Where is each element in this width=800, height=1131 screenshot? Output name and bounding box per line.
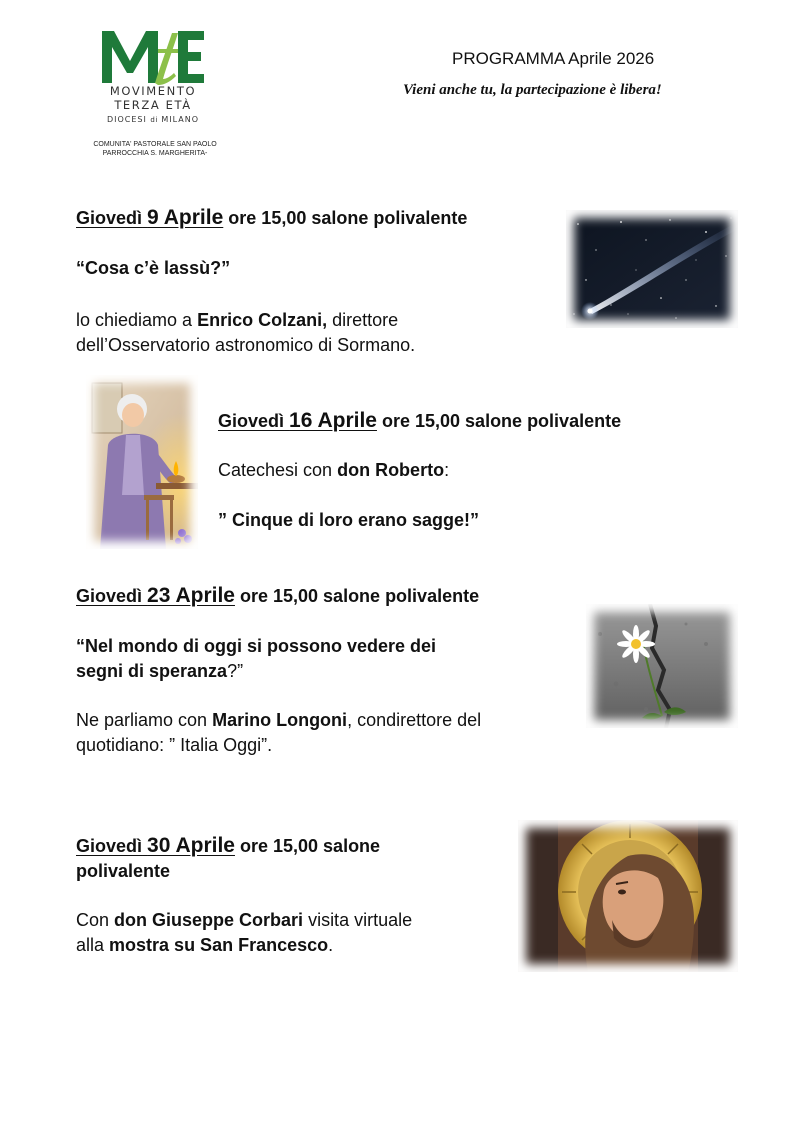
logo-line-diocesi: DIOCESI di MILANO (106, 115, 200, 124)
event-3-description: Ne parliamo con Marino Longoni, condirettore del quotidiano: ” Italia Oggi”. (76, 710, 482, 755)
logo-monogram-icon (100, 27, 206, 85)
event-1-description: lo chiediamo a Enrico Colzani, direttore dell’Osservatorio astronomico di Sormano. (76, 310, 416, 355)
event-2-description: Catechesi con don Roberto: (218, 460, 450, 480)
event-1-subtitle: “Cosa c’è lassù?” (76, 258, 231, 278)
event-2-quote: ” Cinque di loro erano sagge!” (218, 510, 480, 530)
comet-night-sky-image (566, 210, 738, 328)
event-4-title: Giovedì 30 Aprile ore 15,00 salone (76, 834, 381, 857)
logo-line-movimento: MOVIMENTO (109, 84, 197, 98)
program-subtitle: Vieni anche tu, la partecipazione è libera! (403, 82, 662, 98)
event-3-title: Giovedì 23 Aprile ore 15,00 salone polivalente (76, 584, 480, 607)
parish-community: COMUNITA' PASTORALE SAN PAOLO (93, 141, 217, 148)
event-3-question: “Nel mondo di oggi si possono vedere dei segni di speranza?” (76, 636, 437, 681)
program-title: PROGRAMMA Aprile 2026 (452, 49, 655, 68)
logo-line-terza-eta: TERZA ETÀ (114, 98, 192, 112)
saint-francis-halo-image (518, 820, 738, 972)
event-4-description: Con don Giuseppe Corbari visita virtuale alla mostra su San Francesco. (76, 910, 413, 955)
elderly-woman-lamp-image (86, 375, 198, 549)
event-4-title-cont: polivalente (76, 861, 171, 881)
parish-name: PARROCCHIA S. MARGHERITA- (102, 150, 208, 157)
event-1-title: Giovedì 9 Aprile ore 15,00 salone polivalente (76, 206, 468, 229)
event-2-title: Giovedì 16 Aprile ore 15,00 salone polivalente (218, 409, 622, 432)
daisy-in-crack-image (586, 604, 738, 728)
